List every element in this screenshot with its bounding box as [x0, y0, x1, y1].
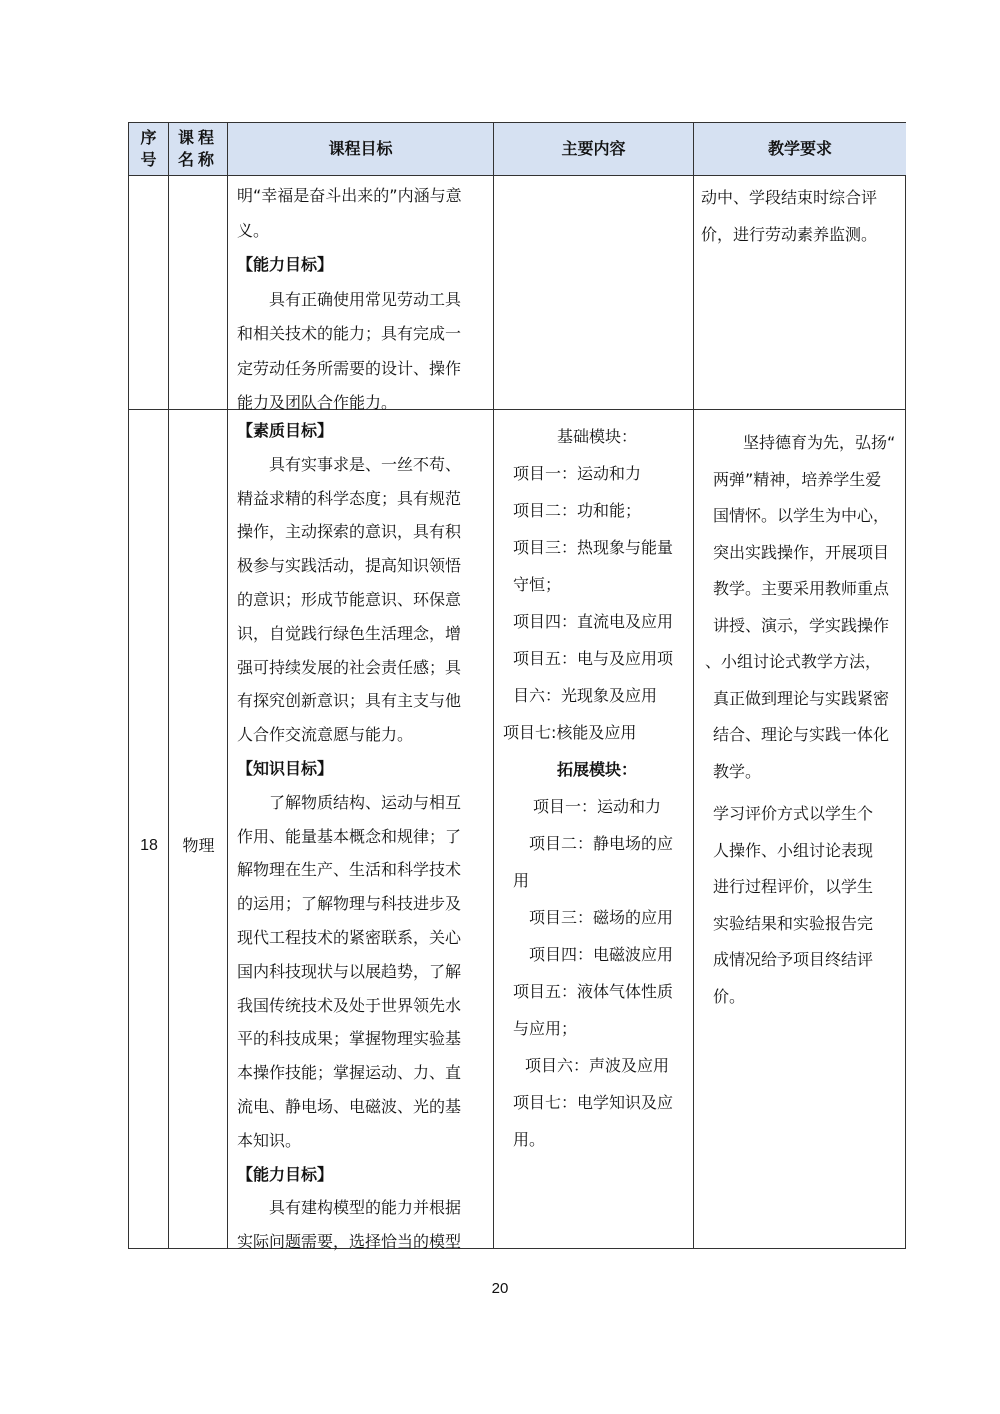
goals-line: 义。 [237, 220, 270, 240]
continued-goals-cell [237, 179, 493, 421]
content-line: 与应用； [513, 1019, 578, 1038]
page-number: 20 [491, 1280, 509, 1297]
goals-line: 精益求精的科学态度；具有规范 [237, 488, 462, 508]
content-line: 用 [513, 871, 530, 890]
content-line: 项目五：液体气体性质 [513, 982, 674, 1001]
requirements-line: 价，进行劳动素养监测。 [701, 225, 878, 244]
goals-line: 作用、能量基本概念和规律；了 [237, 826, 462, 846]
header-course-name-label: 课程名称 [178, 128, 219, 169]
requirements-line: 真正做到理论与实践紧密 [713, 688, 890, 708]
content-line: 项目七：电学知识及应 [513, 1093, 674, 1112]
content-line: 项目四：电磁波应用 [529, 945, 674, 964]
content-line: 项目三：热现象与能量 [513, 538, 674, 557]
requirements-line: 实验结果和实验报告完 [713, 913, 874, 933]
content-line: 项目一：运动和力 [533, 797, 662, 816]
course-table [128, 122, 906, 1252]
row18-requirements-cell [705, 425, 905, 1015]
goals-line: 定劳动任务所需要的设计、操作 [237, 358, 462, 378]
requirements-line: 进行过程评价，以学生 [713, 877, 874, 896]
requirements-line: 坚持德育为先，弘扬“ [743, 433, 896, 452]
requirements-line: 教学。主要采用教师重点 [713, 579, 890, 598]
goals-section-heading: 【能力目标】 [237, 255, 334, 274]
requirements-line: 学习评价方式以学生个 [713, 804, 874, 823]
goals-line: 解物理在生产、生活和科学技术 [237, 860, 462, 880]
goals-line: 实际问题需要，选择恰当的模型 [237, 1232, 462, 1252]
goals-line: 具有实事求是、一丝不苟、 [269, 454, 462, 474]
content-line: 项目五：电与及应用项 [513, 649, 674, 668]
header-divider [129, 175, 905, 176]
goals-section-heading: 【能力目标】 [237, 1164, 334, 1184]
continued-requirements-cell [701, 179, 905, 253]
goals-line: 流电、静电场、电磁波、光的基 [237, 1096, 462, 1116]
requirements-line: 两弹”精神，培养学生爱 [713, 469, 882, 489]
goals-line: 本操作技能；掌握运动、力、直 [237, 1063, 462, 1083]
requirements-line: 突出实践操作，开展项目 [713, 542, 890, 562]
content-line: 目六：光现象及应用 [513, 686, 658, 705]
goals-line: 有探究创新意识；具有主支与他 [237, 691, 462, 711]
requirements-line: 价。 [713, 986, 746, 1006]
content-section-heading: 基础模块： [557, 427, 638, 446]
goals-section-heading: 【素质目标】 [237, 421, 334, 440]
goals-line: 人合作交流意愿与能力。 [237, 725, 414, 745]
col-divider-3 [493, 175, 494, 1249]
requirements-line: 、小组讨论式教学方法， [705, 652, 882, 671]
row18-index: 18 [140, 837, 158, 854]
goals-line: 操作，主动探索的意识，具有积 [237, 522, 462, 542]
row18-content-cell [503, 418, 693, 1158]
goals-line: 具有正确使用常见劳动工具 [269, 289, 462, 309]
requirements-line: 人操作、小组讨论表现 [713, 840, 874, 860]
goals-line: 我国传统技术及处于世界领先水 [237, 995, 462, 1015]
goals-line: 了解物质结构、运动与相互 [269, 792, 462, 812]
goals-line: 能力及团队合作能力。 [237, 393, 398, 412]
row18-course-name: 物理 [182, 836, 215, 855]
header-index-label: 序号 [140, 128, 157, 169]
goals-line: 识，自觉践行绿色生活理念，增 [237, 623, 462, 643]
content-line: 用。 [513, 1130, 546, 1149]
goals-line: 明“幸福是奋斗出来的”内涵与意 [237, 186, 462, 205]
goals-line: 具有建构模型的能力并根据 [269, 1198, 462, 1218]
content-line: 项目四：直流电及应用 [513, 612, 674, 631]
requirements-line: 结合、理论与实践一体化 [713, 725, 890, 744]
goals-line: 国内科技现状与以展趋势，了解 [237, 961, 462, 981]
goals-line: 本知识。 [237, 1130, 302, 1150]
header-requirements: 教学要求 [694, 123, 906, 175]
goals-line: 极参与实践活动，提高知识领悟 [237, 556, 462, 576]
col-divider-2 [227, 175, 228, 1249]
goals-line: 强可持续发展的社会责任感；具 [237, 657, 462, 677]
requirements-line: 成情况给予项目终结评 [713, 950, 874, 969]
requirements-line: 教学。 [713, 761, 762, 781]
col-divider-4 [693, 175, 694, 1249]
content-section-heading: 拓展模块： [557, 760, 638, 779]
content-line: 项目三：磁场的应用 [529, 908, 674, 927]
header-index [129, 123, 169, 175]
requirements-line: 讲授、演示，学实践操作 [713, 615, 890, 635]
header-content: 主要内容 [494, 123, 694, 175]
content-line: 项目六：声波及应用 [525, 1056, 670, 1075]
requirements-line: 动中、学段结束时综合评 [701, 188, 878, 207]
row18-goals-cell [237, 414, 493, 1259]
goals-section-heading: 【知识目标】 [237, 758, 334, 778]
goals-line: 平的科技成果；掌握物理实验基 [237, 1029, 462, 1049]
content-line: 守恒； [513, 575, 562, 594]
goals-line: 现代工程技术的紧密联系，关心 [237, 927, 462, 947]
content-line: 项目二：功和能； [513, 501, 642, 520]
goals-line: 的运用；了解物理与科技进步及 [237, 894, 462, 914]
content-line: 项目七:核能及应用 [503, 723, 637, 742]
header-goals: 课程目标 [228, 123, 494, 175]
header-course-name [169, 123, 228, 175]
requirements-line: 国情怀。以学生为中心， [713, 506, 890, 525]
goals-line: 的意识；形成节能意识、环保意 [237, 589, 462, 609]
content-line: 项目二：静电场的应 [529, 834, 674, 853]
content-line: 项目一：运动和力 [513, 464, 642, 483]
col-divider-1 [168, 175, 169, 1249]
goals-line: 和相关技术的能力；具有完成一 [237, 324, 462, 343]
